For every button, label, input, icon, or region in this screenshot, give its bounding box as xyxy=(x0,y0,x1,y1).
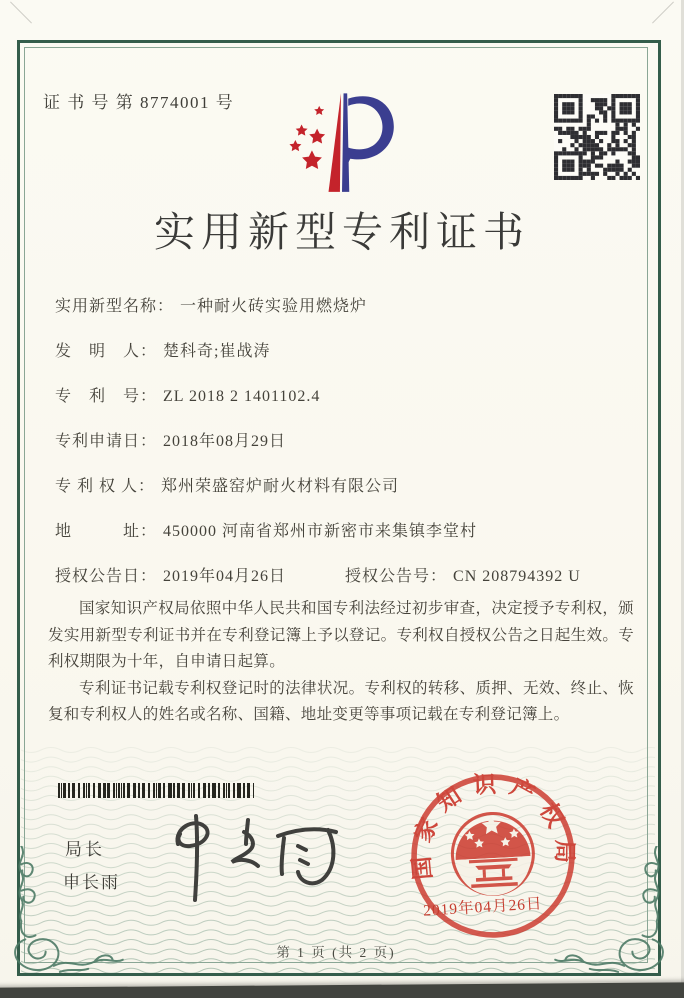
legal-paragraph: 专利证书记载专利权登记时的法律状况。专利权的转移、质押、无效、终止、恢复和专利权人的姓名或名称、国籍、地址变更等事项记载在专利登记簿上。 xyxy=(48,679,634,723)
field-label: 专 利 权 人： xyxy=(55,478,156,495)
field-label: 专 利 号： xyxy=(55,388,158,405)
field-row-grant xyxy=(55,563,639,583)
field-list xyxy=(55,293,639,608)
field-row-patentee xyxy=(55,473,639,493)
field-row-filing-date xyxy=(55,428,639,448)
signer-name: 申长雨 xyxy=(63,873,120,892)
field-value: 一种耐火砖实验用燃烧炉 xyxy=(180,298,368,315)
legal-text-block xyxy=(48,596,634,729)
field-label: 发 明 人： xyxy=(55,343,158,360)
field-label: 专利申请日： xyxy=(55,433,158,450)
certificate-title: 实用新型专利证书 xyxy=(154,209,530,255)
field-label: 授权公告号： xyxy=(345,568,448,585)
page-footer: 第 1 页 (共 2 页) xyxy=(276,945,396,960)
field-value: 郑州荣盛窑炉耐火材料有限公司 xyxy=(161,478,400,495)
handwritten-signature-icon xyxy=(160,810,355,910)
field-label: 授权公告日： xyxy=(55,568,158,585)
seal-date: 2019年04月26日 xyxy=(422,895,544,920)
field-value: 2019年04月26日 xyxy=(163,568,287,585)
field-row-inventor xyxy=(55,338,639,358)
field-row-address xyxy=(55,518,639,538)
field-value: CN 208794392 U xyxy=(453,568,581,585)
field-value: 楚科奇;崔战涛 xyxy=(163,343,271,360)
legal-paragraph: 国家知识产权局依照中华人民共和国专利法经过初步审查，决定授予专利权，颁发实用新型专利证书并在专利登记簿上予以登记。专利权自授权公告之日起生效。专利权期限为十年，自申请日起算。 xyxy=(48,600,634,670)
field-label: 地 址： xyxy=(55,523,158,540)
field-label: 实用新型名称： xyxy=(55,298,175,315)
field-row-patent-no xyxy=(55,383,639,403)
cnipa-logo-icon xyxy=(285,82,399,196)
qr-code-icon xyxy=(554,94,640,180)
barcode-icon xyxy=(58,783,254,798)
certificate-number: 证 书 号 第 8774001 号 xyxy=(43,93,235,112)
signer-title: 局长 xyxy=(65,840,105,859)
seal-ring-text: 国家知识产权局 xyxy=(408,771,577,881)
field-value: ZL 2018 2 1401102.4 xyxy=(163,388,321,405)
field-value: 450000 河南省郑州市新密市来集镇李堂村 xyxy=(163,523,478,540)
field-pair-grant-number xyxy=(345,563,581,586)
national-emblem-icon xyxy=(450,811,535,897)
field-row-name xyxy=(55,293,639,313)
field-value: 2018年08月29日 xyxy=(163,433,287,450)
